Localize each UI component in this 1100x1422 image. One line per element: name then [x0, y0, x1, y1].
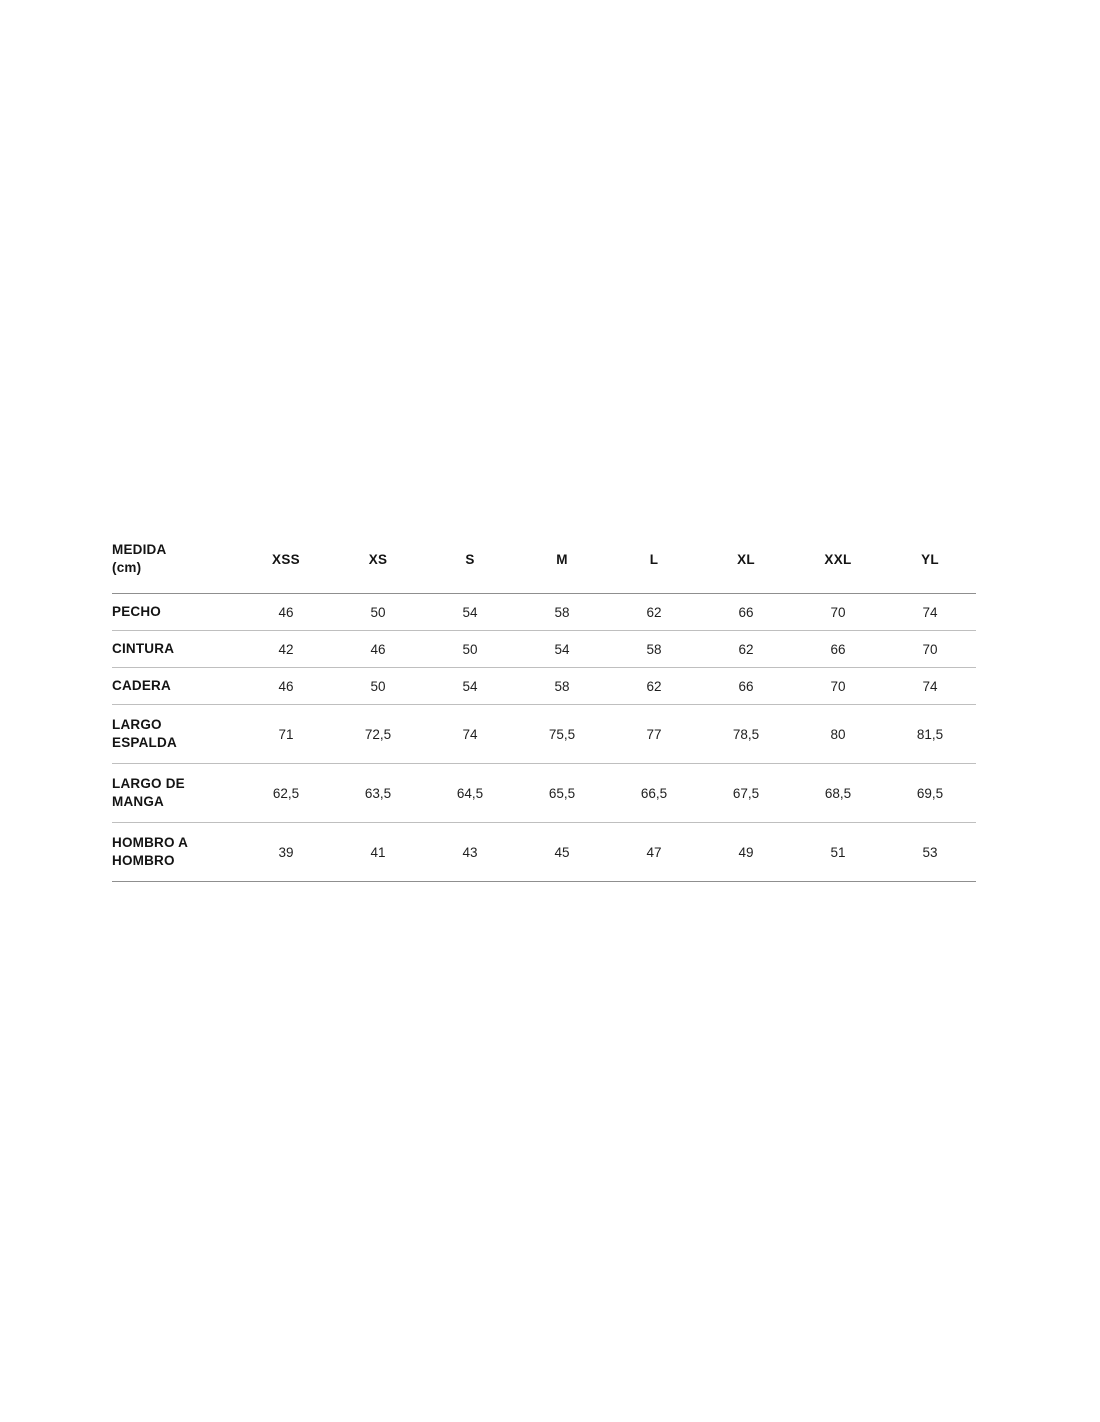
cell-largo-de-manga-s: 64,5 — [424, 764, 516, 823]
cell-hombro-a-hombro-s: 43 — [424, 823, 516, 882]
cell-hombro-a-hombro-xl: 49 — [700, 823, 792, 882]
cell-pecho-m: 58 — [516, 594, 608, 631]
table-header-row — [112, 531, 976, 594]
row-label-line2: ESPALDA — [112, 735, 177, 750]
cell-largo-de-manga-xxl: 68,5 — [792, 764, 884, 823]
cell-largo-espalda-xxl: 80 — [792, 705, 884, 764]
row-label-line1: PECHO — [112, 603, 162, 619]
cell-largo-de-manga-xl: 67,5 — [700, 764, 792, 823]
table-row — [112, 705, 976, 764]
column-header-l: L — [608, 531, 700, 594]
column-header-xs: XS — [332, 531, 424, 594]
cell-largo-espalda-xs: 72,5 — [332, 705, 424, 764]
cell-largo-de-manga-l: 66,5 — [608, 764, 700, 823]
cell-largo-espalda-l: 77 — [608, 705, 700, 764]
cell-pecho-xs: 50 — [332, 594, 424, 631]
table-row — [112, 823, 976, 882]
cell-pecho-xl: 66 — [700, 594, 792, 631]
cell-cintura-yl: 70 — [884, 631, 976, 668]
column-header-xl: XL — [700, 531, 792, 594]
cell-cadera-m: 58 — [516, 668, 608, 705]
size-chart-table-container — [112, 531, 976, 882]
table-row — [112, 594, 976, 631]
table-row — [112, 631, 976, 668]
cell-largo-espalda-m: 75,5 — [516, 705, 608, 764]
column-header-xxl: XXL — [792, 531, 884, 594]
cell-cintura-m: 54 — [516, 631, 608, 668]
cell-cintura-xl: 62 — [700, 631, 792, 668]
cell-largo-de-manga-yl: 69,5 — [884, 764, 976, 823]
measure-header-line2: (cm) — [112, 560, 142, 575]
cell-largo-espalda-s: 74 — [424, 705, 516, 764]
cell-cadera-xs: 50 — [332, 668, 424, 705]
cell-largo-de-manga-xss: 62,5 — [240, 764, 332, 823]
cell-cintura-xxl: 66 — [792, 631, 884, 668]
cell-cintura-l: 58 — [608, 631, 700, 668]
column-header-m: M — [516, 531, 608, 594]
size-chart-table — [112, 531, 976, 882]
row-label-cintura — [112, 631, 240, 668]
cell-hombro-a-hombro-yl: 53 — [884, 823, 976, 882]
column-header-yl: YL — [884, 531, 976, 594]
column-header-measure — [112, 531, 240, 594]
column-header-xss: XSS — [240, 531, 332, 594]
row-label-cadera — [112, 668, 240, 705]
cell-hombro-a-hombro-xss: 39 — [240, 823, 332, 882]
cell-hombro-a-hombro-l: 47 — [608, 823, 700, 882]
row-label-line1: LARGO — [112, 716, 162, 732]
cell-hombro-a-hombro-m: 45 — [516, 823, 608, 882]
table-row — [112, 668, 976, 705]
row-label-line1: LARGO DE — [112, 775, 185, 791]
row-label-line1: CADERA — [112, 677, 171, 693]
measure-header-line1: MEDIDA — [112, 541, 167, 557]
row-label-largo-espalda — [112, 705, 240, 764]
cell-cadera-l: 62 — [608, 668, 700, 705]
cell-largo-espalda-xl: 78,5 — [700, 705, 792, 764]
cell-largo-de-manga-m: 65,5 — [516, 764, 608, 823]
cell-cintura-xss: 42 — [240, 631, 332, 668]
cell-largo-de-manga-xs: 63,5 — [332, 764, 424, 823]
row-label-pecho — [112, 594, 240, 631]
cell-hombro-a-hombro-xs: 41 — [332, 823, 424, 882]
cell-cadera-xxl: 70 — [792, 668, 884, 705]
cell-cintura-xs: 46 — [332, 631, 424, 668]
row-label-hombro-a-hombro — [112, 823, 240, 882]
cell-cadera-s: 54 — [424, 668, 516, 705]
table-row — [112, 764, 976, 823]
cell-cadera-xl: 66 — [700, 668, 792, 705]
row-label-line1: CINTURA — [112, 640, 175, 656]
cell-pecho-xxl: 70 — [792, 594, 884, 631]
column-header-s: S — [424, 531, 516, 594]
row-label-line2: HOMBRO — [112, 853, 175, 868]
cell-pecho-s: 54 — [424, 594, 516, 631]
cell-largo-espalda-yl: 81,5 — [884, 705, 976, 764]
cell-pecho-l: 62 — [608, 594, 700, 631]
row-label-line1: HOMBRO A — [112, 834, 189, 850]
row-label-line2: MANGA — [112, 794, 164, 809]
cell-hombro-a-hombro-xxl: 51 — [792, 823, 884, 882]
cell-cadera-yl: 74 — [884, 668, 976, 705]
cell-pecho-yl: 74 — [884, 594, 976, 631]
cell-cadera-xss: 46 — [240, 668, 332, 705]
cell-pecho-xss: 46 — [240, 594, 332, 631]
cell-largo-espalda-xss: 71 — [240, 705, 332, 764]
cell-cintura-s: 50 — [424, 631, 516, 668]
row-label-largo-de-manga — [112, 764, 240, 823]
